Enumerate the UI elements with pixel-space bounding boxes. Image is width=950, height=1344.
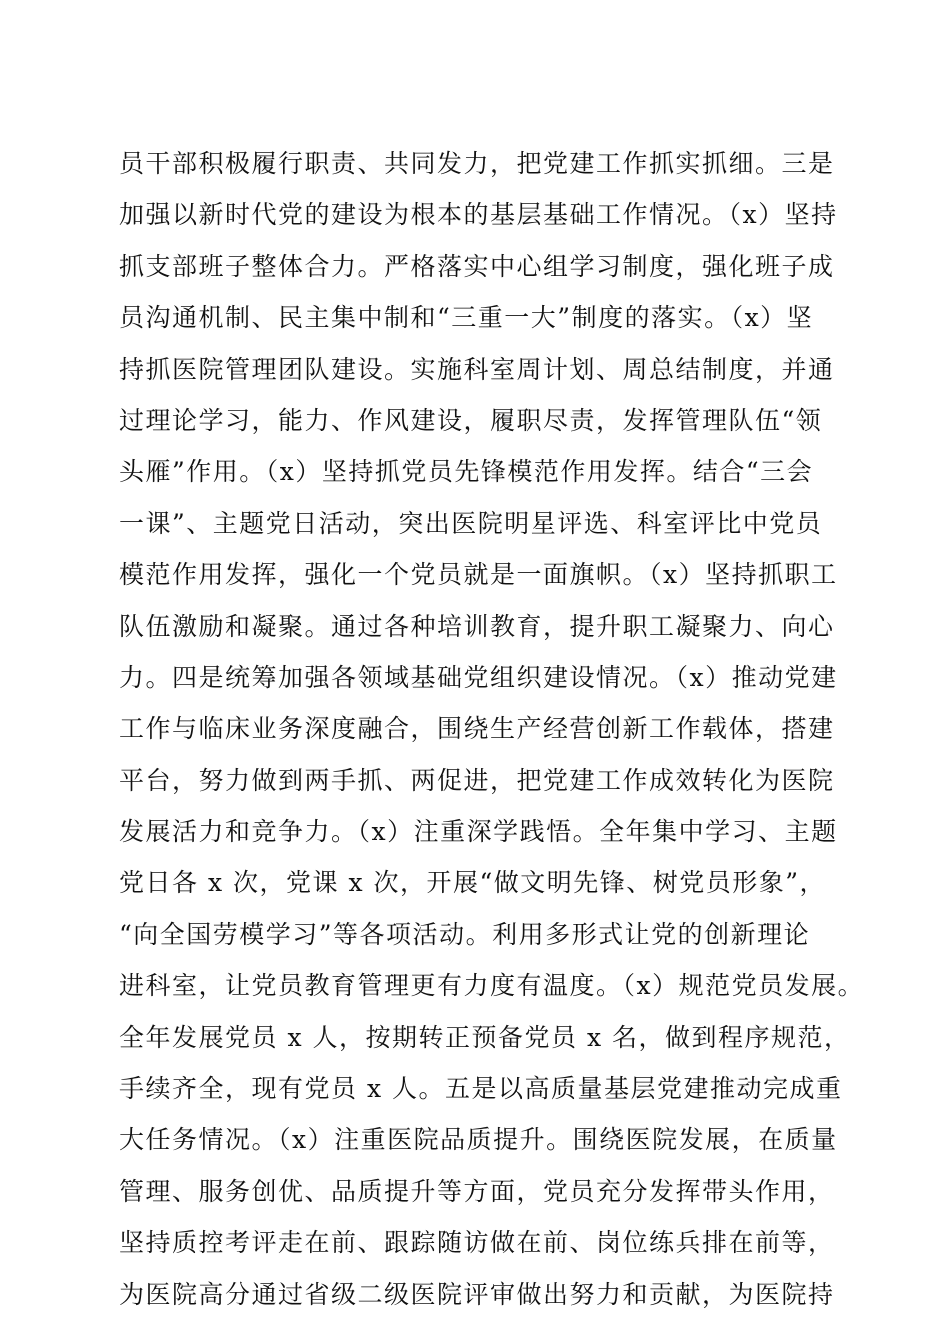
text-line: 大任务情况。（x）注重医院品质提升。围绕医院发展，在质量 xyxy=(119,1125,838,1155)
text-line: 过理论学习，能力、作风建设，履职尽责，发挥管理队伍“领 xyxy=(119,405,823,435)
text-line: 工作与临床业务深度融合，围绕生产经营创新工作载体，搭建 xyxy=(119,714,835,744)
text-line: 为医院高分通过省级二级医院评审做出努力和贡献，为医院持 xyxy=(119,1279,835,1309)
text-line: 一课”、主题党日活动，突出医院明星评选、科室评比中党员 xyxy=(119,508,823,538)
body-text xyxy=(119,138,865,1320)
text-line: 员干部积极履行职责、共同发力，把党建工作抓实抓细。三是 xyxy=(119,149,835,178)
text-line: 力。四是统筹加强各领域基础党组织建设情况。（x）推动党建 xyxy=(119,662,838,692)
text-line: “向全国劳模学习”等各项活动。利用多形式让党的创新理论 xyxy=(119,919,811,949)
text-line: 发展活力和竞争力。（x）注重深学践悟。全年集中学习、主题 xyxy=(119,817,838,847)
text-line: 全年发展党员 x 人，按期转正预备党员 x 名，做到程序规范， xyxy=(119,1022,851,1052)
text-line: 持抓医院管理团队建设。实施科室周计划、周总结制度，并通 xyxy=(119,354,835,384)
text-line: 抓支部班子整体合力。严格落实中心组学习制度，强化班子成 xyxy=(119,251,835,281)
text-line: 党日各 x 次，党课 x 次，开展“做文明先锋、树党员形象”， xyxy=(119,868,827,898)
text-line: 员沟通机制、民主集中制和“三重一大”制度的落实。（x）坚 xyxy=(119,303,814,333)
text-line: 队伍激励和凝聚。通过各种培训教育，提升职工凝聚力、向心 xyxy=(119,611,835,641)
text-line: 加强以新时代党的建设为根本的基层基础工作情况。（x）坚持 xyxy=(119,200,838,230)
text-line: 管理、服务创优、品质提升等方面，党员充分发挥带头作用， xyxy=(119,1176,835,1206)
text-line: 进科室，让党员教育管理更有力度有温度。（x）规范党员发展。 xyxy=(119,971,865,1001)
text-line: 平台，努力做到两手抓、两促进，把党建工作成效转化为医院 xyxy=(119,765,835,795)
text-line: 坚持质控考评走在前、跟踪随访做在前、岗位练兵排在前等， xyxy=(119,1228,835,1258)
text-line: 头雁”作用。（x）坚持抓党员先锋模范作用发挥。结合“三会 xyxy=(119,457,814,487)
text-line: 手续齐全，现有党员 x 人。五是以高质量基层党建推动完成重 xyxy=(119,1074,843,1104)
text-line: 模范作用发挥，强化一个党员就是一面旗帜。（x）坚持抓职工 xyxy=(119,560,838,590)
